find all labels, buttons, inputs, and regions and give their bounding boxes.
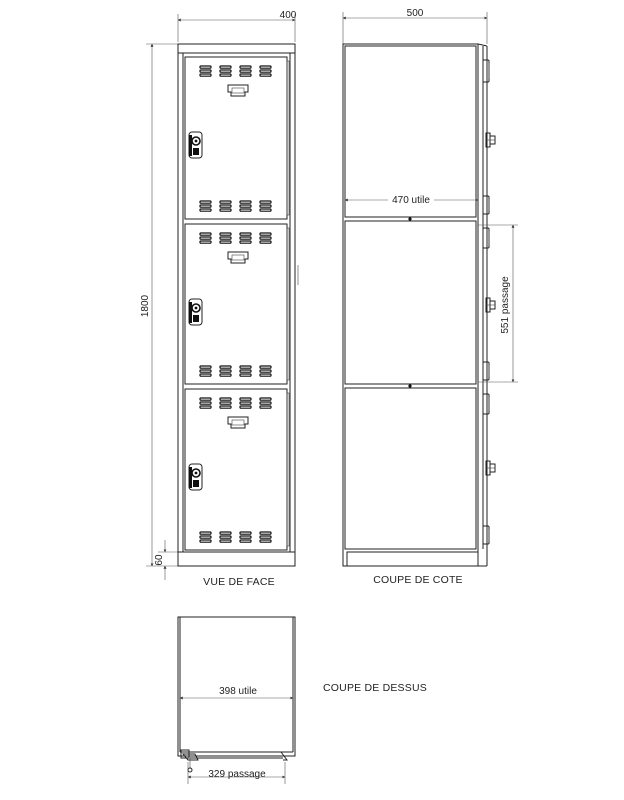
front-width-label: 400 — [279, 10, 297, 21]
side-hinge-6 — [483, 526, 489, 544]
locker-door-2 — [185, 224, 289, 384]
door-lock-1 — [189, 132, 202, 158]
label-holder-1 — [228, 85, 248, 96]
side-hinges-and-locks — [483, 60, 495, 544]
locker-door-3 — [185, 389, 289, 550]
width-passage-dimension — [188, 762, 285, 784]
door-vent-bottom-2 — [200, 366, 271, 376]
door-vent-top-3 — [200, 398, 271, 408]
inner-depth-dimension — [345, 193, 478, 206]
plinth-height-label: 60 — [154, 554, 165, 566]
side-hinge-3 — [483, 228, 489, 248]
side-hinge-4 — [483, 362, 489, 380]
top-view-title: COUPE DE DESSUS — [323, 682, 427, 694]
label-holder-3 — [228, 417, 248, 428]
side-cabinet-outline — [343, 44, 478, 566]
door-passage-dimension — [478, 225, 518, 382]
door-passage-label: 551 passage — [500, 276, 511, 334]
front-view-title: VUE DE FACE — [203, 576, 275, 588]
side-hinge-5 — [483, 394, 489, 414]
inner-depth-label: 470 utile — [392, 195, 430, 206]
total-height-dimension — [140, 44, 178, 566]
door-vent-bottom-1 — [200, 201, 271, 211]
total-height-label: 1800 — [140, 294, 151, 318]
side-view-title: COUPE DE COTE — [373, 574, 463, 586]
side-depth-label: 500 — [406, 8, 424, 19]
inner-width-label: 398 utile — [219, 686, 257, 697]
top-view — [178, 617, 427, 784]
inner-width-dimension — [180, 685, 293, 698]
width-passage-label: 329 passage — [208, 769, 266, 780]
side-hinge-2 — [483, 196, 489, 214]
door-vent-bottom-3 — [200, 532, 271, 542]
door-vent-top-1 — [200, 66, 271, 76]
side-hinge-1 — [483, 60, 489, 82]
door-lock-2 — [189, 299, 202, 325]
plinth-height-dimension — [154, 540, 180, 580]
label-holder-2 — [228, 252, 248, 263]
front-width-dimension — [178, 10, 297, 42]
side-depth-dimension — [343, 8, 487, 44]
door-vent-top-2 — [200, 233, 271, 243]
locker-door-1 — [185, 57, 289, 219]
front-doors — [185, 57, 289, 550]
front-view — [140, 10, 298, 588]
door-lock-3 — [189, 464, 202, 490]
side-view — [343, 8, 518, 586]
